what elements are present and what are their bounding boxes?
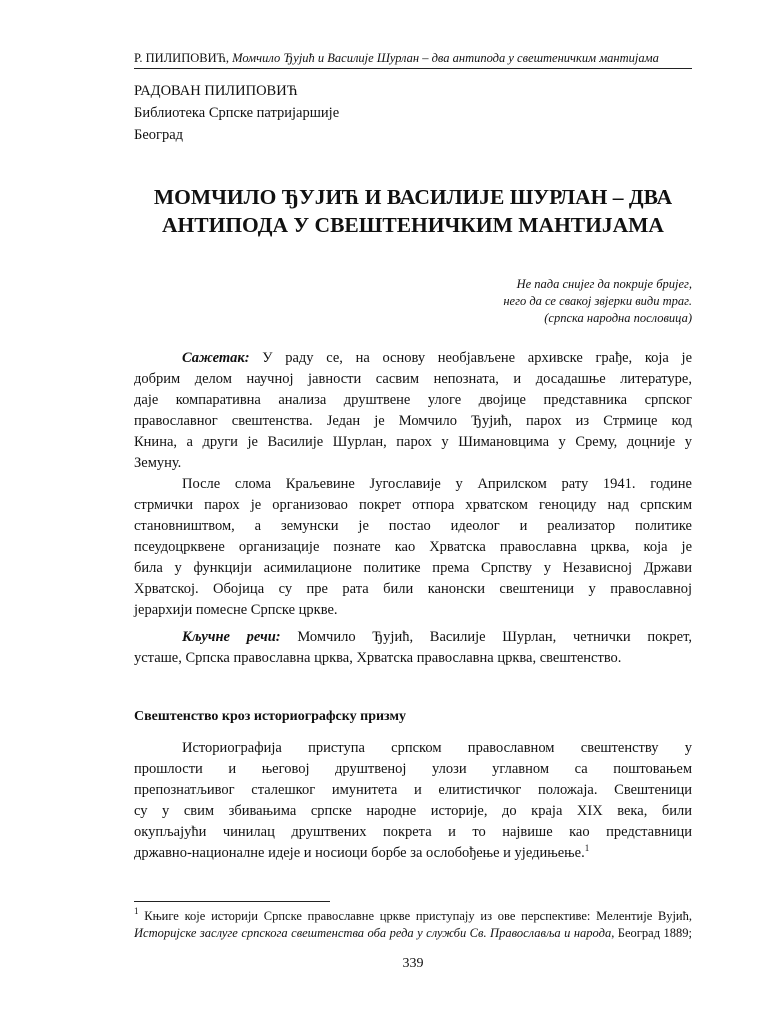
title-line: АНТИПОДА У СВЕШТЕНИЧКИМ МАНТИЈАМА xyxy=(162,213,664,237)
abstract-label: Сажетак: xyxy=(182,350,250,366)
footnote-reference[interactable]: 1 xyxy=(584,843,590,853)
author-block xyxy=(134,80,694,146)
abstract-line: Сажетак: У раду се, на основу необјављене архивске грађе, која је xyxy=(182,350,692,366)
epigraph-source: (српска народна пословица) xyxy=(544,311,692,325)
abstract xyxy=(134,348,692,621)
abstract-line: становништвом, а земунски је постао идеолог и реализатор политике xyxy=(134,518,692,534)
abstract-line: даје компаративна анализа друштвене улоге двојице представника српског xyxy=(134,392,692,408)
section-line: државно-националне идеје и носиоци борбе за ослобођење и уједињење.$^1$ xyxy=(134,843,590,861)
keywords-label: Кључне речи: xyxy=(182,629,281,645)
epigraph-line: Не пада снијег да покрије бријег, xyxy=(516,277,692,291)
footnote xyxy=(134,908,692,942)
footnote-divider xyxy=(134,901,330,902)
abstract-line: Земуну. xyxy=(134,455,182,471)
footnote-line: $^1$ Књиге које историји Српске православне цркве приступају из ове перспективе: Мелентије Вујић, xyxy=(134,906,692,923)
section-body xyxy=(134,738,692,864)
title-line: МОМЧИЛО ЂУЈИЋ И ВАСИЛИЈЕ ШУРЛАН – ДВА xyxy=(153,185,673,209)
abstract-line: била у функцији асимилационе политике према Српству у Независној Држави xyxy=(134,560,692,576)
abstract-line: јерархији помесне Српске цркве. xyxy=(134,602,338,618)
section-line: прошлости и његовој друштвеној улози углавном са поштовањем xyxy=(134,761,692,777)
abstract-line: псеудоцрквене организације познате као Хрватска православна црква, која је xyxy=(134,539,692,555)
section-line: Историографија приступа српском православном свештенству у xyxy=(182,740,692,756)
abstract-line: православног свештенства. Један је Момчило Ђујић, парох из Стрмице код xyxy=(134,413,692,429)
abstract-line: После слома Краљевине Југославије у Априлском рату 1941. године xyxy=(182,476,692,492)
footnote-line: Историјске заслуге српскога свештенства оба реда у служби Св. Православља и народа, Београд 1889; xyxy=(134,926,692,940)
abstract-line: добрим делом научној јавности сасвим непозната, и досадашње литературе, xyxy=(134,371,692,387)
running-head xyxy=(134,50,692,69)
article-title xyxy=(134,183,692,239)
author-name: РАДОВАН ПИЛИПОВИЋ xyxy=(134,83,298,99)
abstract-line: Хрватској. Обојица су пре рата били канонски свештеници у православној xyxy=(134,581,692,597)
footnote-number: 1 xyxy=(134,906,139,916)
section-heading: Свештенство кроз историографску призму xyxy=(134,709,407,724)
author-city: Београд xyxy=(134,127,184,143)
abstract-line: Книна, а други је Василије Шурлан, парох у Шимановцима у Срему, доцније у xyxy=(134,434,692,450)
abstract-line: стрмички парох је организовао покрет отпора хрватском геноциду над српским xyxy=(134,497,692,513)
section-line: окупљајући чинилац друштвених покрета и то највише као представници xyxy=(134,824,692,840)
epigraph-line: него да се свакој звјерки види траг. xyxy=(503,294,692,308)
keywords-line: усташе, Српска православна црква, Хрватска православна црква, свештенство. xyxy=(134,650,622,666)
section-line: препознатљивог сталешког имунитета и елитистичког положаја. Свештеници xyxy=(134,782,692,798)
running-head-title: Момчило Ђујић и Василије Шурлан – два антипода у свештеничким мантијама xyxy=(232,51,659,65)
section-line: су у свим збивањима српске народне историје, до краја XIX века, били xyxy=(134,803,692,819)
running-head-author: Р. ПИЛИПОВИЋ, xyxy=(134,51,230,65)
keywords-line: Кључне речи: Момчило Ђујић, Василије Шурлан, четнички покрет, xyxy=(182,629,692,645)
page-number: 339 xyxy=(402,956,424,971)
keywords xyxy=(134,627,692,669)
author-affiliation: Библиотека Српске патријаршије xyxy=(134,105,340,121)
epigraph xyxy=(400,276,692,327)
